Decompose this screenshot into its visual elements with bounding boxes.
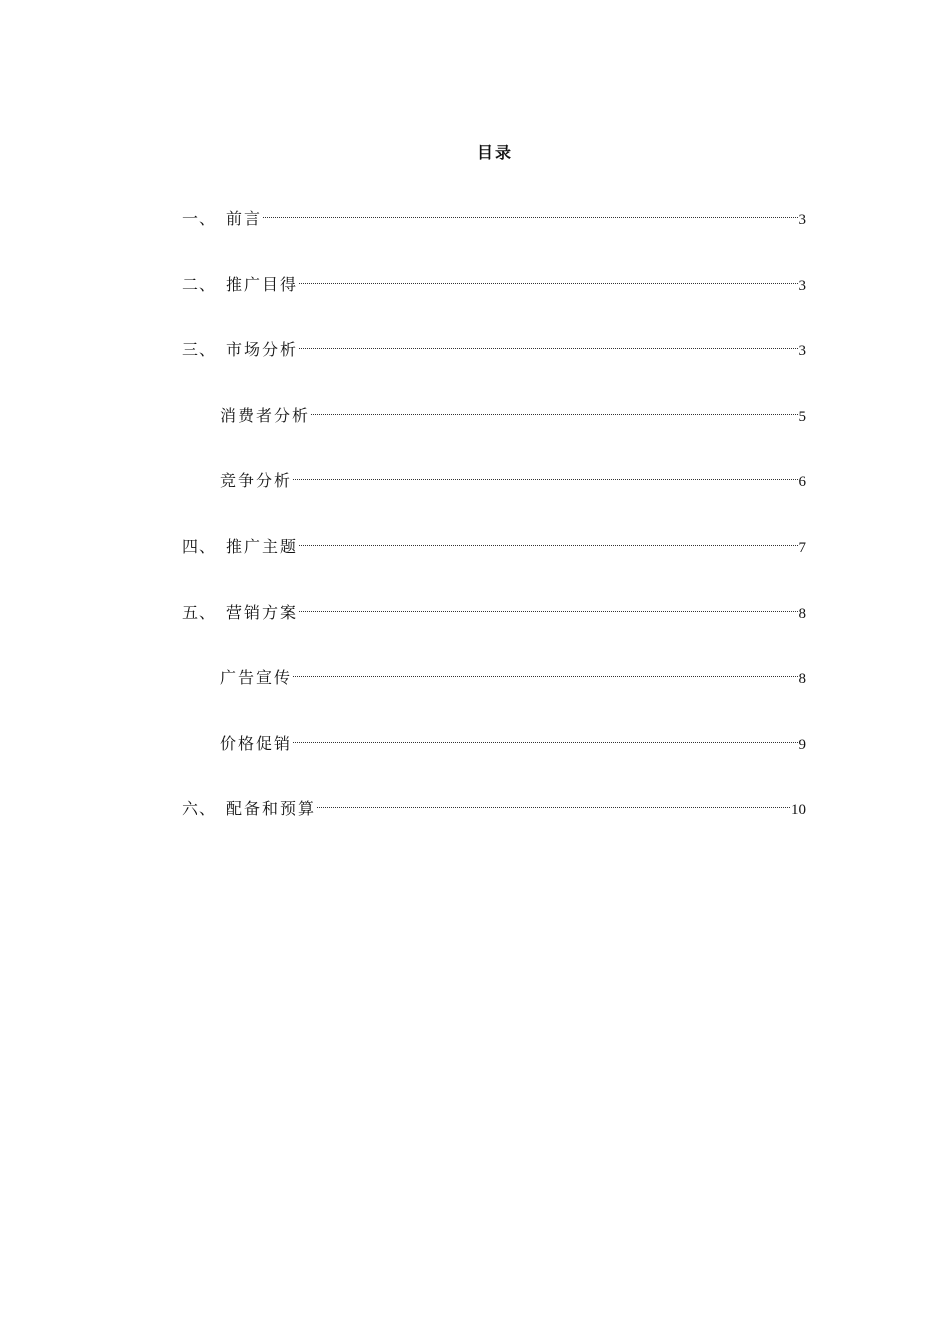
toc-entry-number: 六、 (182, 799, 217, 819)
toc-entry-text: 营销方案 (226, 602, 299, 622)
toc-entry-page: 9 (798, 736, 806, 753)
toc-entry-text: 配备和预算 (226, 799, 317, 819)
toc-entry-text: 推广主题 (226, 536, 299, 556)
toc-entry-text: 广告宣传 (220, 668, 293, 688)
toc-dot-leader (299, 348, 797, 349)
toc-entry-text: 推广目得 (226, 274, 299, 294)
toc-subentry[interactable] (182, 730, 806, 796)
toc-entry-page: 3 (798, 343, 806, 360)
toc-entry[interactable] (182, 205, 806, 271)
toc-subentry[interactable] (182, 467, 806, 533)
toc-entry-page: 7 (798, 539, 806, 556)
toc-dot-leader (299, 611, 797, 612)
toc-subentry[interactable] (182, 664, 806, 730)
toc-entry-number: 三、 (182, 340, 217, 360)
toc-entry-page: 5 (798, 408, 806, 425)
toc-dot-leader (299, 545, 797, 546)
toc-entry-page: 3 (798, 212, 806, 228)
toc-entry-number: 一、 (182, 209, 217, 228)
toc-entry[interactable] (182, 795, 806, 861)
toc-dot-leader (293, 479, 797, 480)
toc-list (182, 205, 806, 861)
toc-entry-number: 五、 (182, 602, 217, 622)
toc-dot-leader (299, 283, 797, 284)
toc-entry-page: 8 (798, 671, 806, 688)
toc-entry-text: 前言 (226, 209, 263, 228)
toc-entry[interactable] (182, 271, 806, 337)
toc-dot-leader (293, 742, 797, 743)
toc-entry-text: 市场分析 (226, 340, 299, 360)
toc-entry-text: 消费者分析 (220, 405, 311, 425)
toc-entry-page: 8 (798, 605, 806, 622)
toc-entry[interactable] (182, 599, 806, 665)
toc-dot-leader (311, 414, 797, 415)
toc-dot-leader (317, 807, 790, 808)
toc-entry-page: 6 (798, 474, 806, 491)
toc-entry-number: 二、 (182, 274, 217, 294)
toc-dot-leader (263, 217, 797, 218)
toc-entry-text: 竞争分析 (220, 471, 293, 491)
toc-entry-number: 四、 (182, 536, 217, 556)
toc-entry-text: 价格促销 (220, 733, 293, 753)
toc-title: 目录 (476, 143, 513, 162)
toc-dot-leader (293, 676, 797, 677)
toc-entry[interactable] (182, 533, 806, 599)
toc-entry[interactable] (182, 336, 806, 402)
toc-subentry[interactable] (182, 402, 806, 468)
toc-entry-page: 10 (791, 802, 806, 819)
toc-entry-page: 3 (798, 277, 806, 294)
